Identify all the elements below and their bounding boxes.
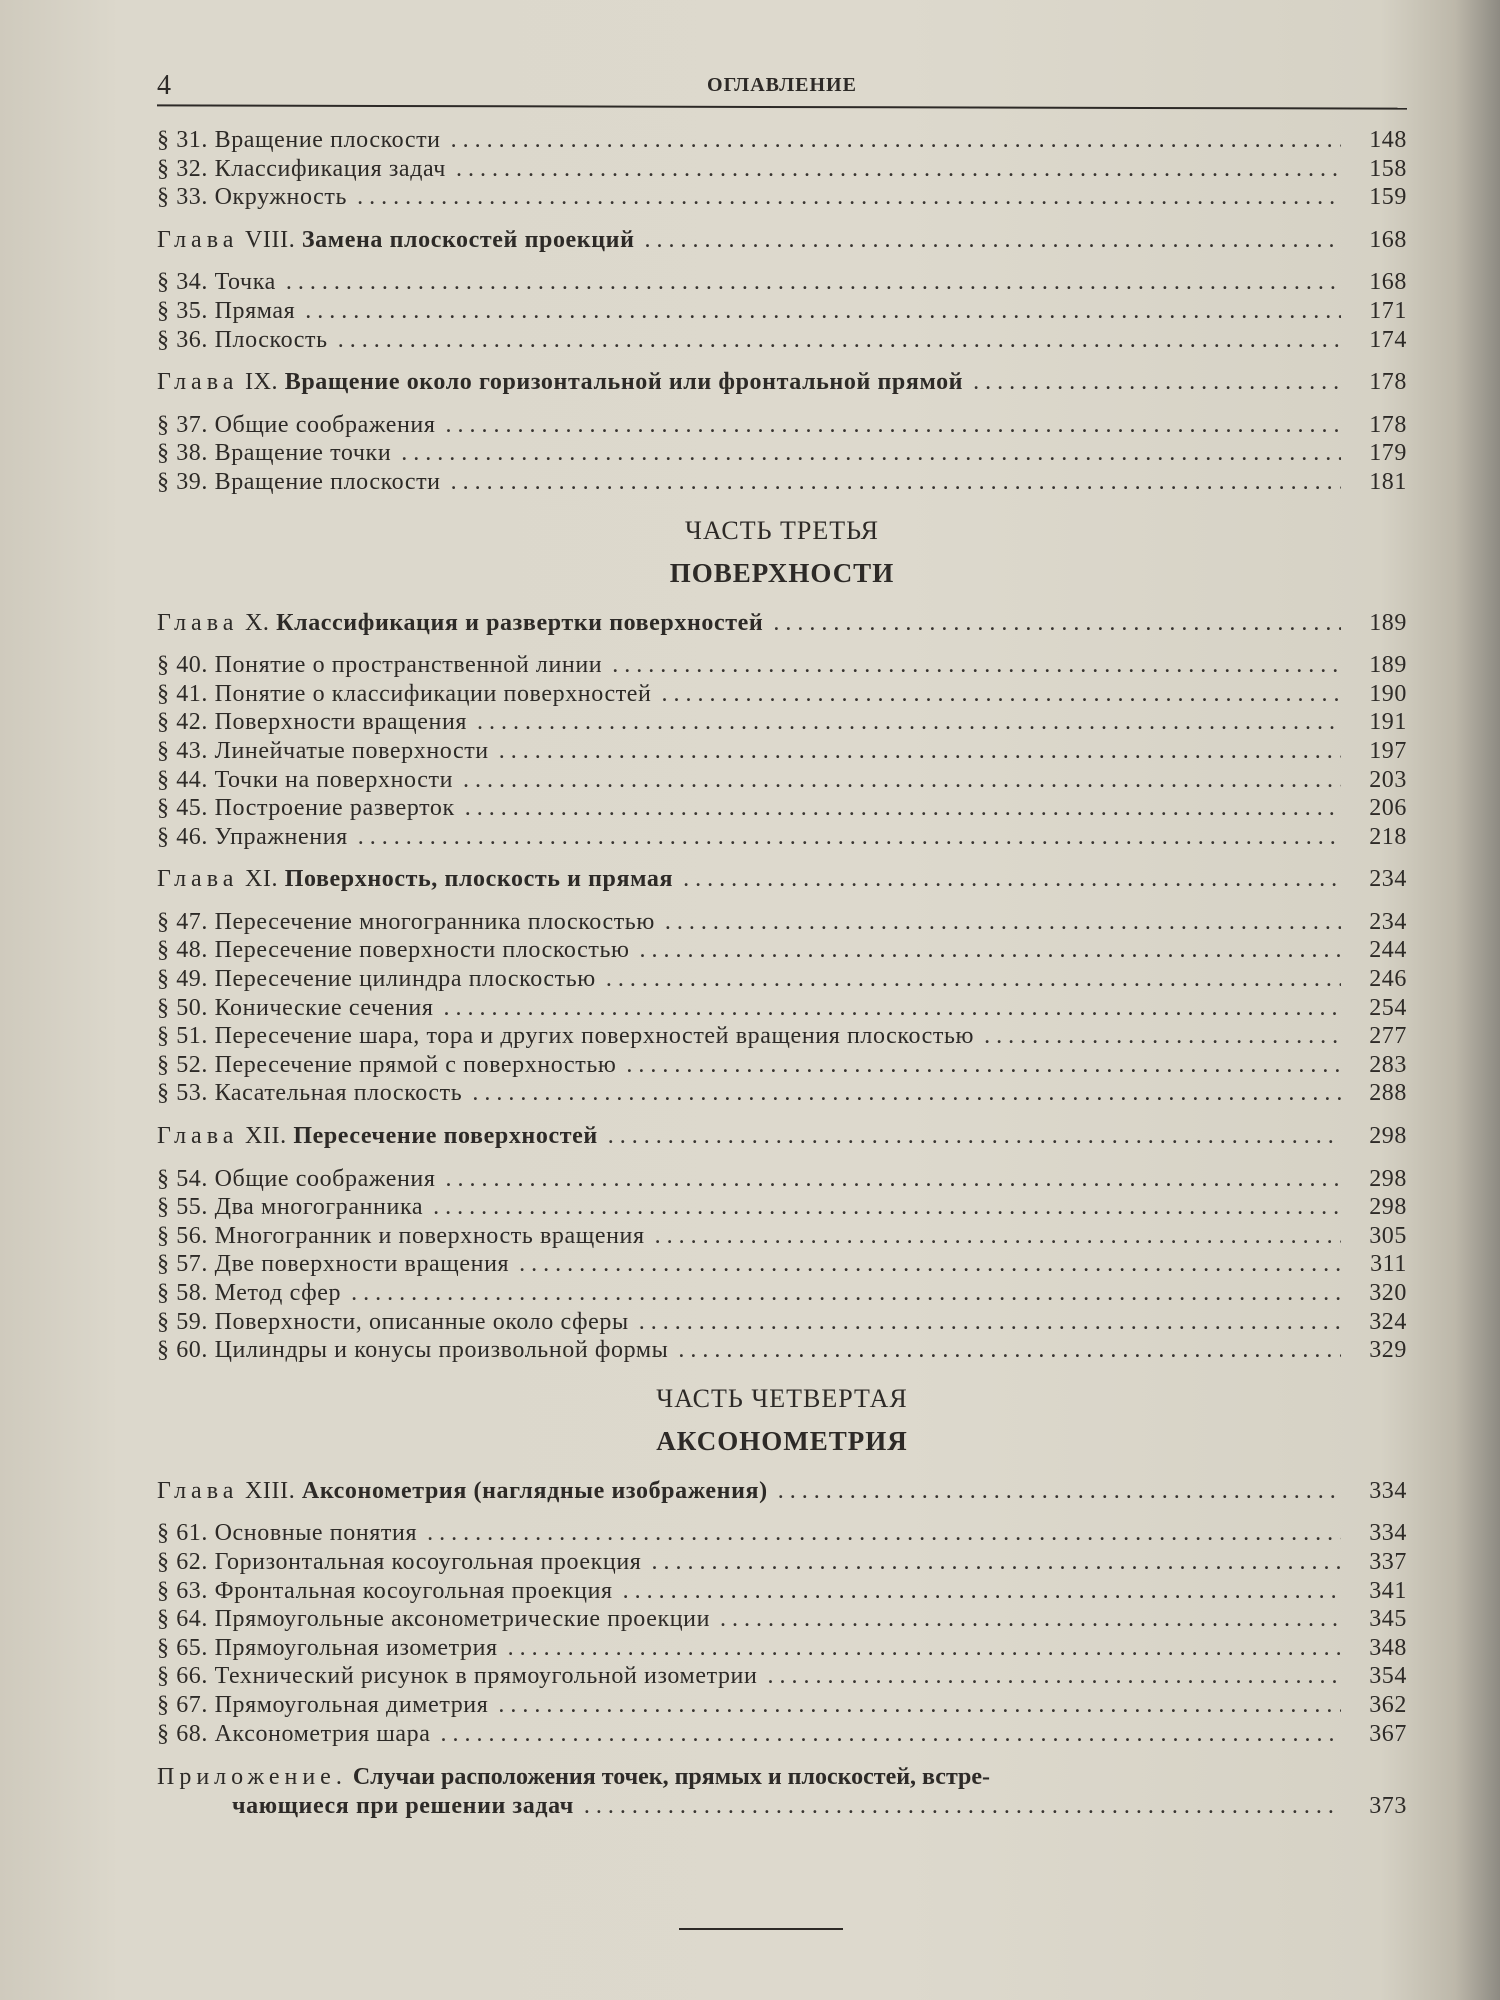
toc-section[interactable]: [157, 936, 1407, 965]
toc-chapter[interactable]: [157, 368, 1407, 397]
page-ref: 367: [1369, 1720, 1407, 1747]
page-ref: 298: [1369, 1165, 1407, 1192]
page-ref: 337: [1369, 1548, 1407, 1575]
section-label: § 58. Метод сфер: [157, 1280, 342, 1306]
section-label: § 48. Пересечение поверхности плоскостью: [157, 937, 630, 964]
section-label: § 31. Вращение плоскости: [157, 127, 441, 153]
toc-section[interactable]: [157, 994, 1407, 1023]
table-of-contents: [157, 126, 1407, 1748]
chapter-number: VIII.: [244, 226, 296, 253]
leader-dots: [608, 1122, 1341, 1151]
page-ref: 354: [1369, 1663, 1407, 1690]
page-ref: 311: [1370, 1251, 1407, 1278]
chapter-title: Классификация и развертки поверхностей: [276, 609, 764, 636]
toc-chapter[interactable]: [157, 1122, 1407, 1151]
toc-chapter[interactable]: [157, 609, 1407, 638]
page-ref: 203: [1369, 766, 1407, 793]
toc-section[interactable]: [157, 1691, 1407, 1720]
toc-section[interactable]: [157, 1662, 1407, 1691]
chapter-label: [157, 609, 763, 638]
part-heading: ЧАСТЬ ТРЕТЬЯ: [684, 515, 880, 545]
leader-dots: [683, 865, 1341, 894]
section-label: § 39. Вращение плоскости: [157, 468, 441, 495]
section-label: § 47. Пересечение многогранника плоскостью: [157, 908, 655, 935]
chapter-number: XIII.: [244, 1477, 296, 1504]
leader-dots: [499, 737, 1341, 766]
leader-dots: [472, 1079, 1341, 1108]
toc-section[interactable]: [157, 965, 1407, 994]
page-ref: 178: [1369, 411, 1407, 438]
page-ref: 158: [1369, 155, 1407, 182]
leader-dots: [606, 965, 1341, 994]
toc-section[interactable]: [157, 1193, 1407, 1222]
book-page: [157, 70, 1407, 1821]
leader-dots: [441, 1720, 1341, 1749]
toc-section[interactable]: [157, 297, 1407, 326]
page-ref: 189: [1369, 609, 1407, 636]
leader-dots: [427, 1519, 1341, 1548]
leader-dots: [477, 708, 1341, 737]
page-ref: 362: [1369, 1691, 1407, 1718]
page-ref: 246: [1369, 966, 1407, 993]
page-ref: 277: [1369, 1023, 1407, 1050]
chapter-label: [157, 226, 635, 255]
toc-section[interactable]: [157, 155, 1407, 184]
section-label: § 38. Вращение точки: [157, 440, 392, 467]
toc-section[interactable]: [157, 651, 1407, 680]
page-ref: 234: [1369, 866, 1407, 893]
toc-chapter[interactable]: [157, 1477, 1407, 1506]
chapter-number: IX.: [244, 369, 279, 396]
page-ref: 320: [1369, 1280, 1407, 1306]
page-ref: 348: [1369, 1634, 1407, 1661]
page-ref: 191: [1369, 709, 1407, 736]
toc-section[interactable]: [157, 183, 1407, 212]
section-label: § 33. Окружность: [157, 184, 348, 211]
section-label: § 61. Основные понятия: [157, 1520, 418, 1547]
chapter-keyword: Глава: [157, 369, 239, 396]
toc-section[interactable]: [157, 268, 1407, 297]
section-label: § 54. Общие соображения: [157, 1165, 436, 1192]
page-ref: 190: [1369, 680, 1407, 707]
page-ref: 334: [1369, 1520, 1407, 1547]
header-rule: [157, 104, 1407, 109]
leader-dots: [451, 126, 1341, 155]
toc-section[interactable]: [157, 1308, 1407, 1337]
leader-dots: [973, 368, 1341, 397]
toc-section[interactable]: [157, 1051, 1407, 1080]
section-label: § 32. Классификация задач: [157, 155, 446, 182]
page-ref: 298: [1369, 1194, 1407, 1221]
leader-dots: [639, 1308, 1341, 1337]
toc-section[interactable]: [157, 326, 1407, 355]
leader-dots: [773, 609, 1341, 638]
chapter-title: Аксонометрия (наглядные изображения): [301, 1477, 768, 1504]
chapter-keyword: Глава: [157, 866, 239, 893]
leader-dots: [645, 226, 1341, 255]
leader-dots: [665, 908, 1341, 937]
leader-dots: [623, 1577, 1341, 1606]
section-label: § 41. Понятие о классификации поверхностей: [157, 680, 652, 707]
section-label: § 62. Горизонтальная косоугольная проекция: [157, 1548, 642, 1575]
chapter-label: [157, 865, 673, 894]
leader-dots: [351, 1279, 1341, 1308]
page-ref: 341: [1369, 1577, 1407, 1604]
running-header: [157, 70, 1407, 104]
part-title: АКСОНОМЕТРИЯ: [656, 1425, 908, 1456]
section-label: § 40. Понятие о пространственной линии: [157, 652, 603, 679]
toc-section[interactable]: [157, 1079, 1407, 1108]
section-label: § 42. Поверхности вращения: [157, 709, 468, 736]
leader-dots: [286, 268, 1341, 297]
leader-dots: [678, 1336, 1341, 1365]
section-label: § 45. Построение разверток: [157, 795, 455, 822]
page-ref: 179: [1369, 440, 1407, 467]
toc-section[interactable]: [157, 1548, 1407, 1577]
toc-section[interactable]: [157, 1165, 1407, 1194]
toc-section[interactable]: [157, 708, 1407, 737]
toc-chapter[interactable]: [157, 226, 1407, 255]
leader-dots: [661, 680, 1341, 709]
chapter-number: XII.: [244, 1123, 287, 1150]
toc-section[interactable]: [157, 411, 1407, 440]
toc-section[interactable]: [157, 1720, 1407, 1749]
page-ref: 168: [1369, 269, 1407, 296]
page-ref: 334: [1369, 1477, 1407, 1504]
section-label: § 57. Две поверхности вращения: [157, 1251, 510, 1278]
chapter-label: [157, 1477, 768, 1506]
leader-dots: [584, 1792, 1341, 1821]
leader-dots: [651, 1548, 1341, 1577]
page-ref: 244: [1369, 937, 1407, 964]
page-ref: 148: [1369, 127, 1407, 153]
section-label: § 43. Линейчатые поверхности: [157, 737, 489, 764]
toc-section[interactable]: [157, 439, 1407, 468]
chapter-label: [157, 1122, 598, 1151]
leader-dots: [778, 1477, 1341, 1506]
page-ref: 218: [1369, 823, 1407, 850]
leader-dots: [305, 297, 1341, 326]
page-ref: 283: [1369, 1051, 1407, 1078]
part-title: ПОВЕРХНОСТИ: [669, 557, 895, 588]
chapter-title: Замена плоскостей проекций: [301, 226, 635, 253]
leader-dots: [357, 183, 1341, 212]
section-label: § 59. Поверхности, описанные около сферы: [157, 1308, 629, 1335]
section-label: § 56. Многогранник и поверхность вращения: [157, 1222, 645, 1249]
page-ref: 197: [1369, 737, 1407, 764]
toc-section[interactable]: [157, 1250, 1407, 1279]
page-ref: 345: [1369, 1606, 1407, 1633]
section-label: § 44. Точки на поверхности: [157, 766, 454, 793]
leader-dots: [720, 1605, 1341, 1634]
chapter-title: Вращение около горизонтальной или фронтальной прямой: [284, 369, 964, 396]
chapter-title: Пересечение поверхностей: [293, 1123, 598, 1150]
running-title: ОГЛАВЛЕНИЕ: [707, 74, 857, 96]
leader-dots: [463, 766, 1341, 795]
section-label: § 68. Аксонометрия шара: [157, 1720, 431, 1747]
section-label: § 65. Прямоугольная изометрия: [157, 1634, 498, 1661]
page-number: 4: [157, 70, 171, 101]
leader-dots: [626, 1051, 1341, 1080]
chapter-keyword: Глава: [157, 1477, 239, 1504]
chapter-keyword: Глава: [157, 609, 239, 636]
page-ref: 181: [1369, 468, 1407, 495]
chapter-title: Поверхность, плоскость и прямая: [284, 866, 674, 893]
appendix-title-line2: чающиеся при решении задач: [232, 1793, 574, 1820]
leader-dots: [433, 1193, 1341, 1222]
section-label: § 46. Упражнения: [157, 823, 348, 850]
toc-section[interactable]: [157, 1605, 1407, 1634]
toc-section[interactable]: [157, 126, 1407, 155]
toc-appendix[interactable]: [157, 1762, 1407, 1821]
page-ref: 159: [1369, 184, 1407, 211]
leader-dots: [401, 439, 1341, 468]
chapter-keyword: Глава: [157, 1123, 239, 1150]
page-ref: 305: [1369, 1222, 1407, 1249]
toc-section[interactable]: [157, 680, 1407, 709]
bottom-rule: [679, 1928, 843, 1930]
page-ref: 288: [1369, 1080, 1407, 1107]
leader-dots: [451, 468, 1341, 497]
leader-dots: [456, 155, 1341, 184]
section-label: § 34. Точка: [157, 269, 276, 296]
section-label: § 52. Пересечение прямой с поверхностью: [157, 1051, 617, 1078]
section-label: § 36. Плоскость: [157, 326, 328, 353]
toc-section[interactable]: [157, 794, 1407, 823]
section-label: § 49. Пересечение цилиндра плоскостью: [157, 966, 596, 993]
toc-section[interactable]: [157, 908, 1407, 937]
page-ref: 324: [1369, 1308, 1407, 1335]
page-ref: 174: [1369, 326, 1407, 353]
section-label: § 66. Технический рисунок в прямоугольной изометрии: [157, 1663, 758, 1690]
section-label: § 60. Цилиндры и конусы произвольной формы: [157, 1337, 669, 1364]
chapter-label: [157, 368, 963, 397]
leader-dots: [445, 1165, 1341, 1194]
appendix-page: 373: [1369, 1793, 1407, 1820]
leader-dots: [612, 651, 1341, 680]
section-label: § 37. Общие соображения: [157, 411, 436, 438]
leader-dots: [767, 1662, 1341, 1691]
toc-section[interactable]: [157, 1022, 1407, 1051]
toc-section[interactable]: [157, 737, 1407, 766]
appendix-title-line1: Случаи расположения точек, прямых и плоскостей, встре-: [352, 1764, 991, 1791]
toc-chapter[interactable]: [157, 865, 1407, 894]
leader-dots: [445, 411, 1341, 440]
toc-section[interactable]: [157, 468, 1407, 497]
leader-dots: [519, 1250, 1341, 1279]
page-ref: 298: [1369, 1123, 1407, 1150]
page-ref: 178: [1369, 369, 1407, 396]
part-heading: ЧАСТЬ ЧЕТВЕРТАЯ: [656, 1383, 908, 1413]
leader-dots: [655, 1222, 1341, 1251]
section-label: § 35. Прямая: [157, 297, 296, 324]
page-ref: 168: [1369, 226, 1407, 253]
page-ref: 171: [1369, 297, 1407, 324]
section-label: § 55. Два многогранника: [157, 1194, 424, 1221]
toc-section[interactable]: [157, 1336, 1407, 1365]
leader-dots: [338, 326, 1341, 355]
leader-dots: [465, 794, 1341, 823]
toc-section[interactable]: [157, 1519, 1407, 1548]
leader-dots: [443, 994, 1341, 1023]
section-label: § 64. Прямоугольные аксонометрические проекции: [157, 1606, 711, 1633]
leader-dots: [508, 1634, 1341, 1663]
toc-section[interactable]: [157, 1577, 1407, 1606]
page-ref: 329: [1369, 1337, 1407, 1364]
chapter-number: XI.: [244, 866, 279, 893]
page-ref: 189: [1369, 652, 1407, 679]
toc-section[interactable]: [157, 1634, 1407, 1663]
toc-section[interactable]: [157, 1279, 1407, 1308]
toc-section[interactable]: [157, 823, 1407, 852]
section-label: § 53. Касательная плоскость: [157, 1080, 463, 1107]
chapter-number: X.: [244, 609, 270, 636]
toc-section[interactable]: [157, 1222, 1407, 1251]
page-ref: 234: [1369, 908, 1407, 935]
section-label: § 50. Конические сечения: [157, 994, 434, 1021]
page-ref: 254: [1369, 994, 1407, 1021]
toc-section[interactable]: [157, 766, 1407, 795]
appendix-keyword: Приложение.: [157, 1764, 347, 1791]
leader-dots: [984, 1022, 1341, 1051]
section-label: § 63. Фронтальная косоугольная проекция: [157, 1577, 613, 1604]
leader-dots: [640, 936, 1341, 965]
section-label: § 67. Прямоугольная диметрия: [157, 1691, 489, 1718]
chapter-keyword: Глава: [157, 226, 239, 253]
section-label: § 51. Пересечение шара, тора и других поверхностей вращения плоскостью: [157, 1023, 975, 1050]
leader-dots: [358, 823, 1341, 852]
page-ref: 206: [1369, 795, 1407, 822]
leader-dots: [498, 1691, 1341, 1720]
